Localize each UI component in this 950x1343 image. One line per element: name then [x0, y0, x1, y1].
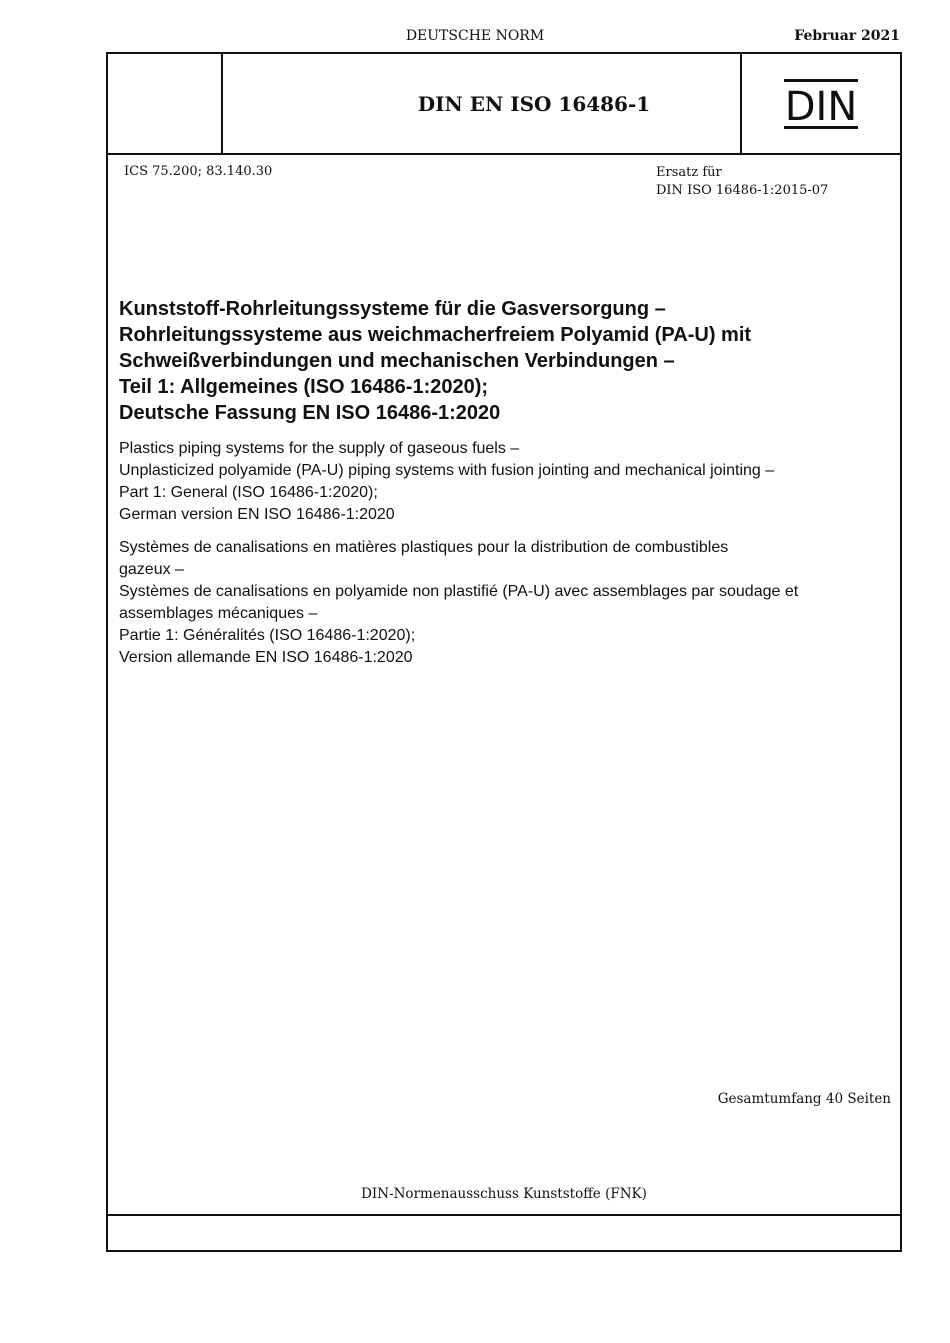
title-english-line: German version EN ISO 16486-1:2020	[119, 506, 395, 523]
title-french-line: Partie 1: Généralités (ISO 16486-1:2020);	[119, 627, 416, 644]
title-english-line: Plastics piping systems for the supply of gaseous fuels –	[119, 440, 520, 457]
publication-date: Februar 2021	[794, 28, 900, 44]
title-english	[119, 438, 899, 526]
title-german-line: Teil 1: Allgemeines (ISO 16486-1:2020);	[119, 376, 489, 398]
ics-codes: ICS 75.200; 83.140.30	[124, 164, 273, 179]
document-type-label: DEUTSCHE NORM	[405, 28, 545, 44]
din-logo-graphic	[782, 77, 860, 131]
replacement-label: Ersatz für	[656, 165, 722, 180]
title-french-line: Version allemande EN ISO 16486-1:2020	[119, 649, 413, 666]
title-french-line: Systèmes de canalisations en polyamide non plastifié (PA-U) avec assemblages par soudage et	[119, 583, 799, 600]
footer-rule	[108, 1214, 900, 1216]
title-german	[119, 296, 899, 426]
title-german-line: Kunststoff-Rohrleitungssysteme für die Gasversorgung –	[119, 298, 666, 320]
title-german-line: Deutsche Fassung EN ISO 16486-1:2020	[119, 402, 501, 424]
title-german-line: Rohrleitungssysteme aus weichmacherfreiem Polyamid (PA-U) mit	[119, 324, 752, 346]
document-number: DIN EN ISO 16486-1	[417, 92, 651, 116]
title-french-line: assemblages mécaniques –	[119, 605, 318, 622]
din-logo-text: DIN	[784, 84, 858, 130]
title-english-line: Part 1: General (ISO 16486-1:2020);	[119, 484, 378, 501]
replacement-value: DIN ISO 16486-1:2015-07	[656, 183, 829, 198]
din-logo	[742, 54, 900, 154]
standards-committee: DIN-Normenausschuss Kunststoffe (FNK)	[361, 1186, 647, 1202]
title-french-line: gazeux –	[119, 561, 184, 578]
title-page-frame	[106, 52, 902, 1252]
header-divider-left	[221, 54, 223, 154]
title-french	[119, 537, 899, 669]
title-german-line: Schweißverbindungen und mechanischen Verbindungen –	[119, 350, 675, 372]
title-french-line: Systèmes de canalisations en matières plastiques pour la distribution de combustibles	[119, 539, 729, 556]
replacement-info	[656, 164, 828, 200]
title-english-line: Unplasticized polyamide (PA-U) piping systems with fusion jointing and mechanical jointing –	[119, 462, 775, 479]
total-pages: Gesamtumfang 40 Seiten	[717, 1091, 891, 1107]
